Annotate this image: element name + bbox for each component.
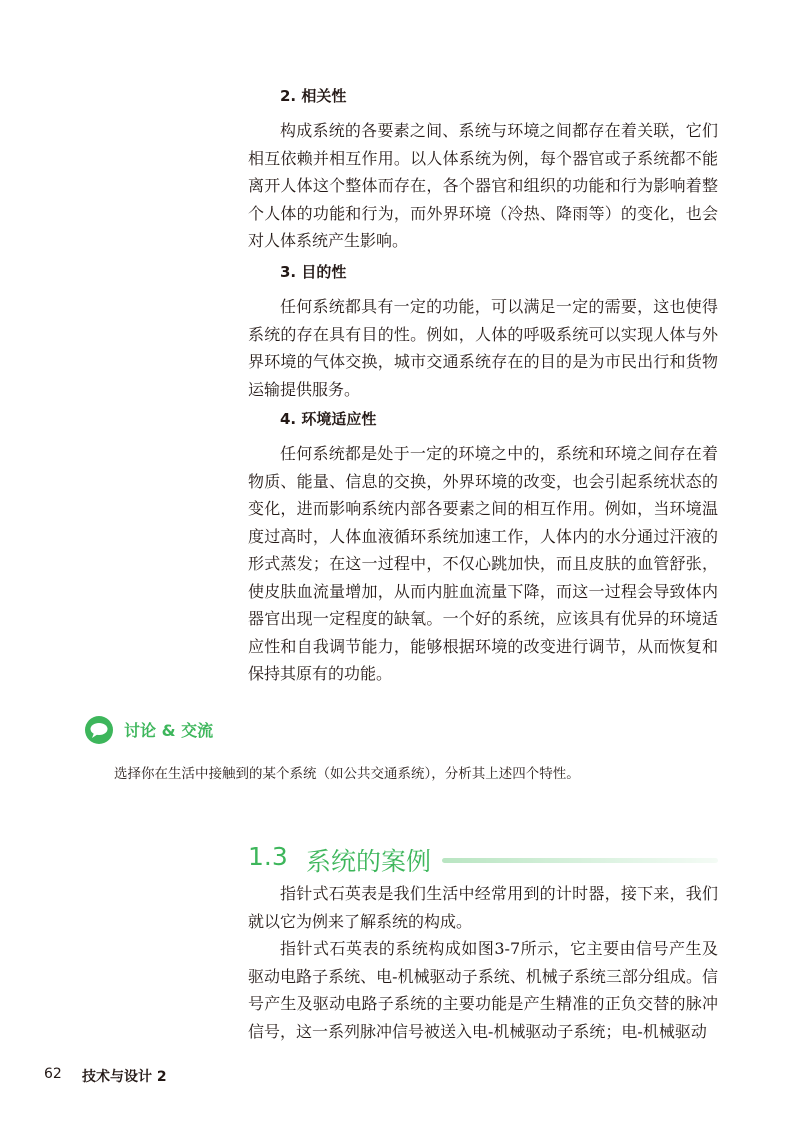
discussion-text: 选择你在生活中接触到的某个系统（如公共交通系统），分析其上述四个特性。 (114, 766, 580, 782)
section-divider (442, 858, 718, 863)
heading-relevance: 2. 相关性 (280, 87, 347, 105)
section-title: 系统的案例 (306, 847, 432, 876)
paragraph-quartz-structure: 指针式石英表的系统构成如图3-7所示，它主要由信号产生及驱动电路子系统、电-机械驱动子系统、机械子系统三部分组成。信号产生及驱动电路子系统的主要功能是产生精准的正负交替的脉冲信号，这一系列脉冲信号被送入电-机械驱动子系统；电-机械驱动 (248, 939, 718, 1041)
heading-purpose: 3. 目的性 (280, 263, 347, 281)
book-title: 技术与设计 2 (82, 1069, 167, 1085)
paragraph-quartz-intro: 指针式石英表是我们生活中经常用到的计时器，接下来，我们就以它为例来了解系统的构成。 (248, 884, 718, 931)
heading-adaptability: 4. 环境适应性 (280, 410, 377, 428)
discussion-title: 讨论 & 交流 (124, 721, 214, 740)
paragraph-purpose: 任何系统都具有一定的功能，可以满足一定的需要，这也使得系统的存在具有目的性。例如，人体的呼吸系统可以实现人体与外界环境的气体交换，城市交通系统存在的目的是为市民出行和货物运输提供服务。 (248, 297, 718, 399)
section-number: 1.3 (248, 842, 288, 871)
speech-bubble-icon (84, 715, 114, 745)
paragraph-adaptability: 任何系统都是处于一定的环境之中的，系统和环境之间存在着物质、能量、信息的交换，外界环境的改变，也会引起系统状态的变化，进而影响系统内部各要素之间的相互作用。例如，当环境温度过高时，人体血液循环系统加速工作，人体内的水分通过汗液的形式蒸发；在这一过程中，不仅心跳加快，而且皮肤的血管舒张，使皮肤血流量增加，从而内脏血流量下降，而这一过程会导致体内器官出现一定程度的缺氧。一个好的系统，应该具有优异的环境适应性和自我调节能力，能够根据环境的改变进行调节，从而恢复和保持其原有的功能。 (248, 444, 718, 683)
page-number: 62 (44, 1066, 62, 1082)
paragraph-relevance: 构成系统的各要素之间、系统与环境之间都存在着关联，它们相互依赖并相互作用。以人体系统为例，每个器官或子系统都不能离开人体这个整体而存在，各个器官和组织的功能和行为影响着整个人体的功能和行为，而外界环境（冷热、降雨等）的变化，也会对人体系统产生影响。 (248, 121, 718, 250)
